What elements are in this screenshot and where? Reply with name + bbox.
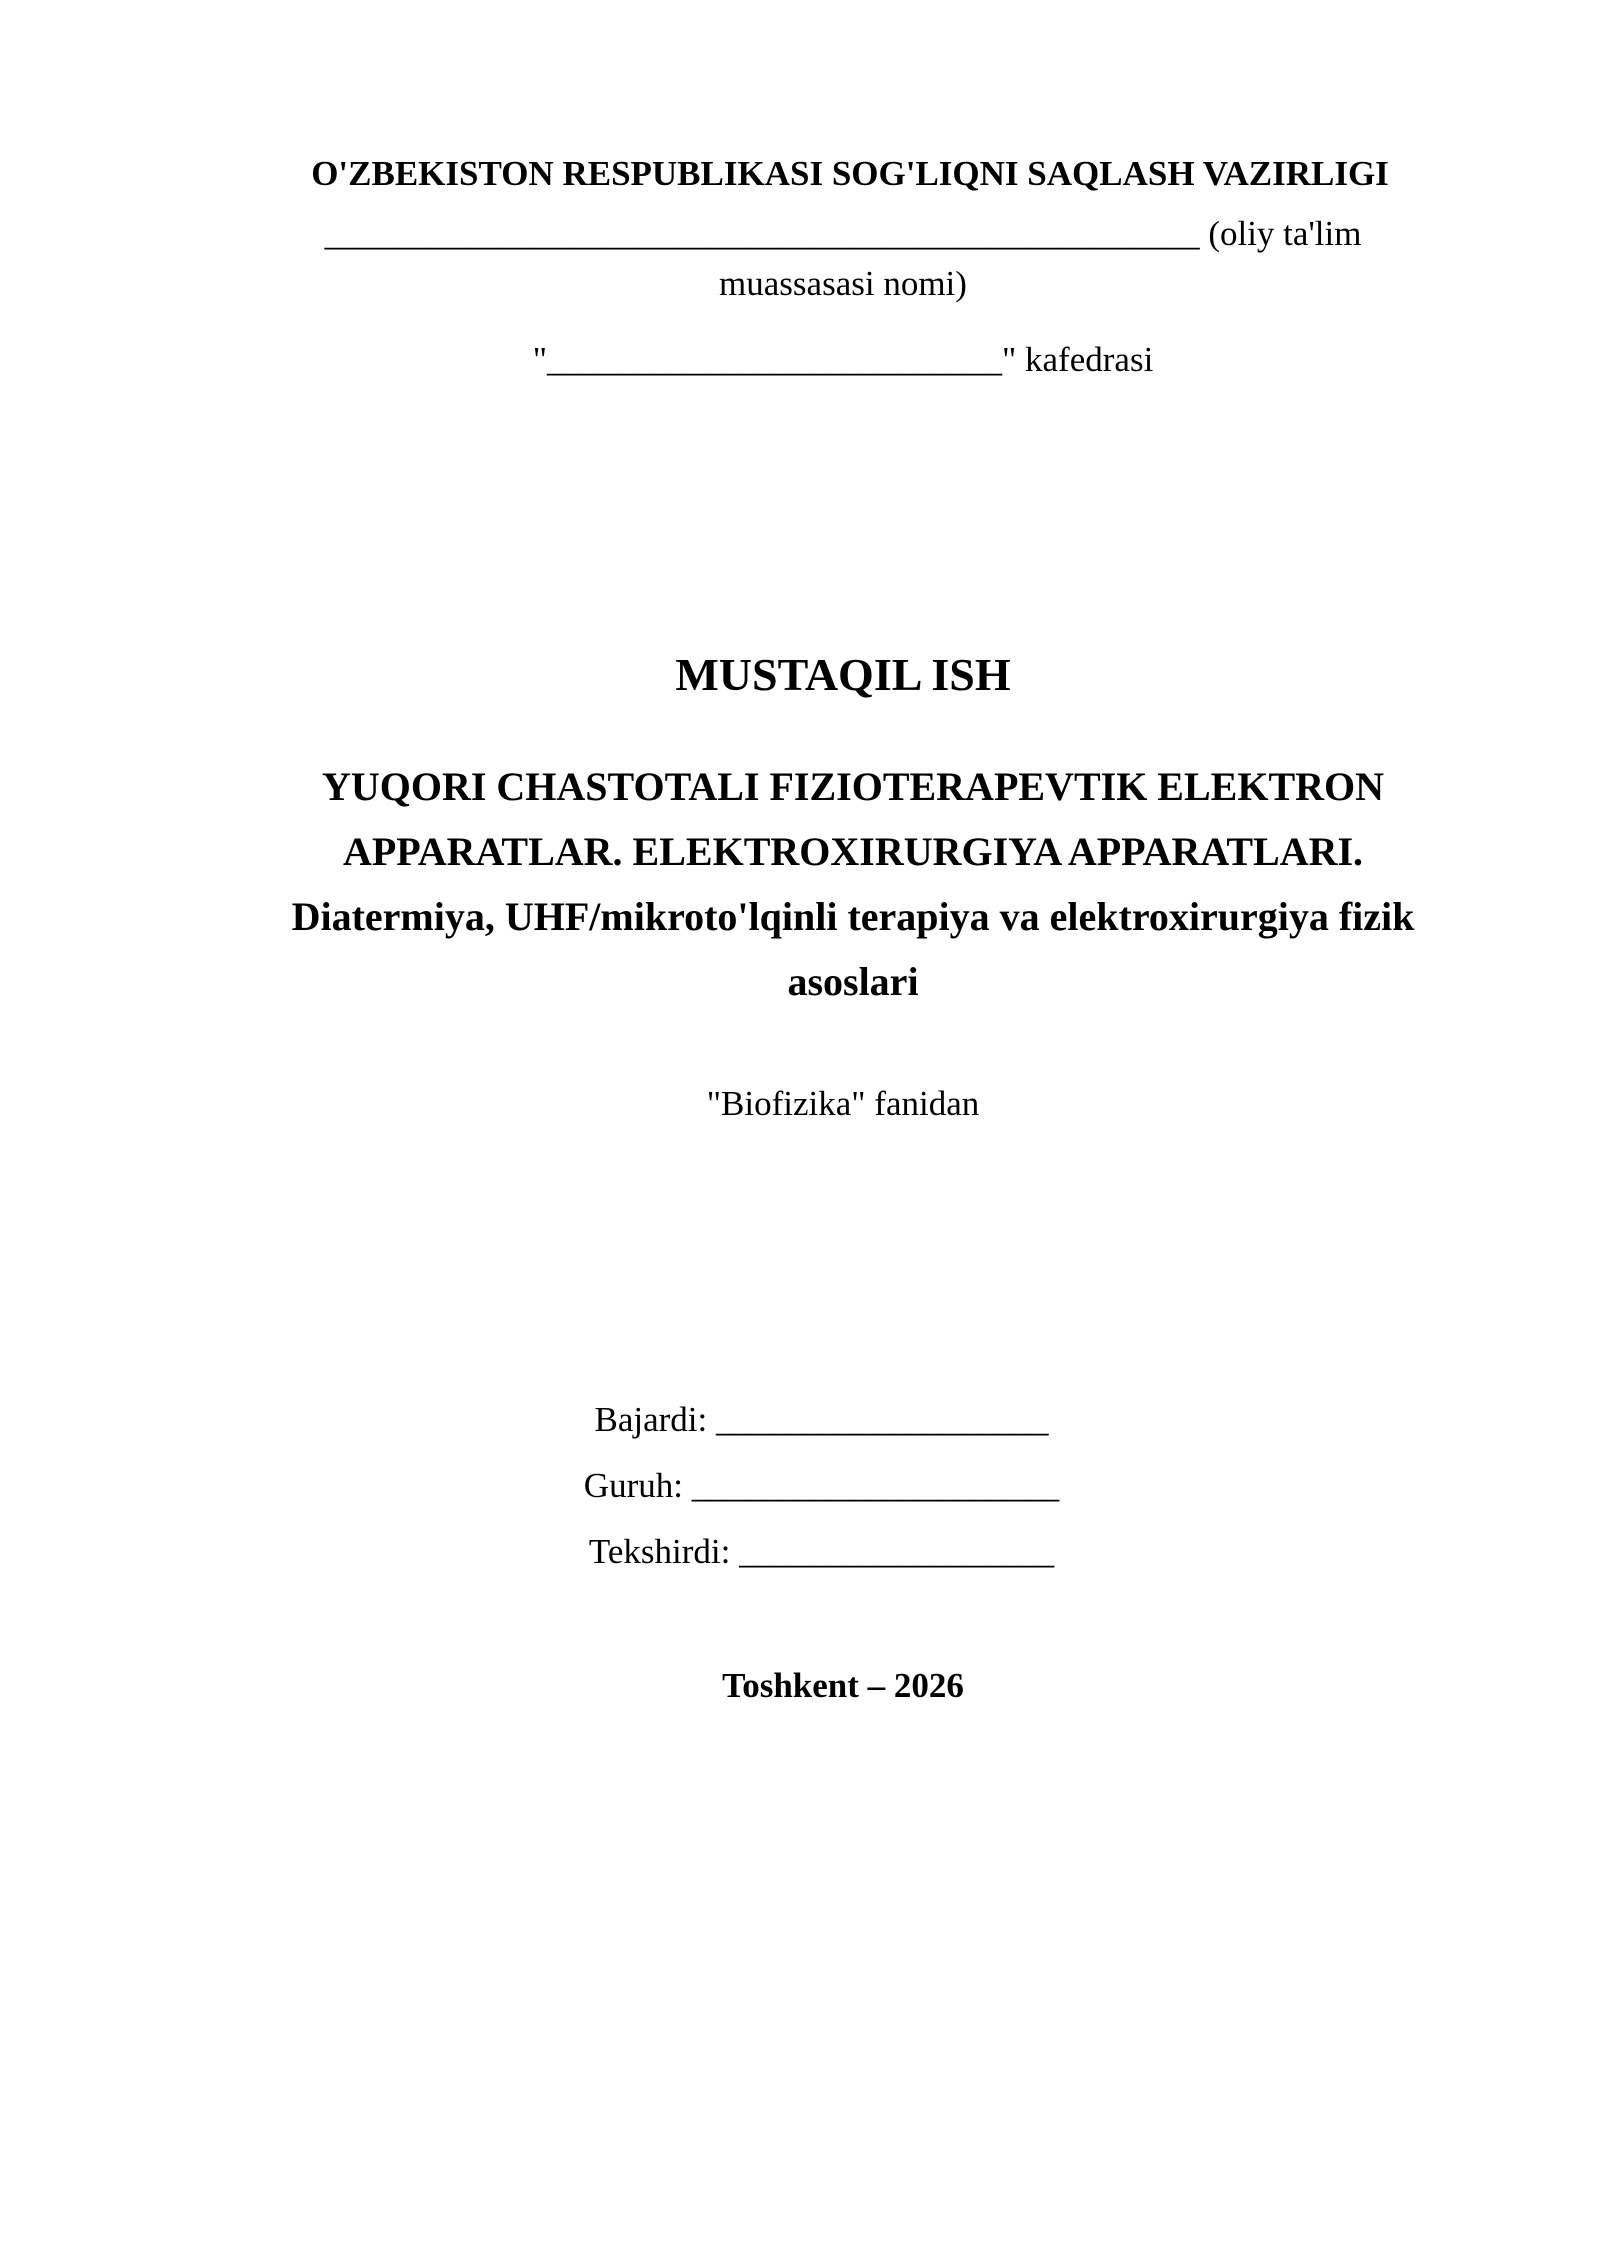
topic-title-line-1: YUQORI CHASTOTALI FIZIOTERAPEVTIK ELEKTRON <box>321 764 1385 809</box>
department-name: "__________________________" kafedrasi <box>532 340 1154 379</box>
city-year: Toshkent – 2026 <box>722 1666 964 1705</box>
subject-name: "Biofizika" fanidan <box>706 1084 980 1123</box>
topic-title <box>220 754 1486 1014</box>
ministry-name: O'ZBEKISTON RESPUBLIKASI SOG'LIQNI SAQLASH VAZIRLIGI <box>311 154 1389 193</box>
group-field: Guruh: _____________________ <box>583 1466 1060 1505</box>
author-fields <box>0 1387 1600 1585</box>
topic-title-line-3: Diatermiya, UHF/mikroto'lqinli terapiya va elektroxirurgiya fizik <box>291 894 1415 939</box>
topic-title-line-2: APPARATLAR. ELEKTROXIRURGIYA APPARATLARI. <box>342 829 1364 874</box>
institution-name-line-2: muassasasi nomi) <box>719 264 967 303</box>
topic-title-line-4: asoslari <box>787 959 919 1004</box>
document-type-heading: MUSTAQIL ISH <box>675 649 1011 700</box>
performed-by-field: Bajardi: ___________________ <box>594 1400 1049 1439</box>
checked-by-field: Tekshirdi: __________________ <box>588 1532 1055 1571</box>
institution-name-line-1: __________________________________________________ (oliy ta'lim <box>324 214 1362 253</box>
